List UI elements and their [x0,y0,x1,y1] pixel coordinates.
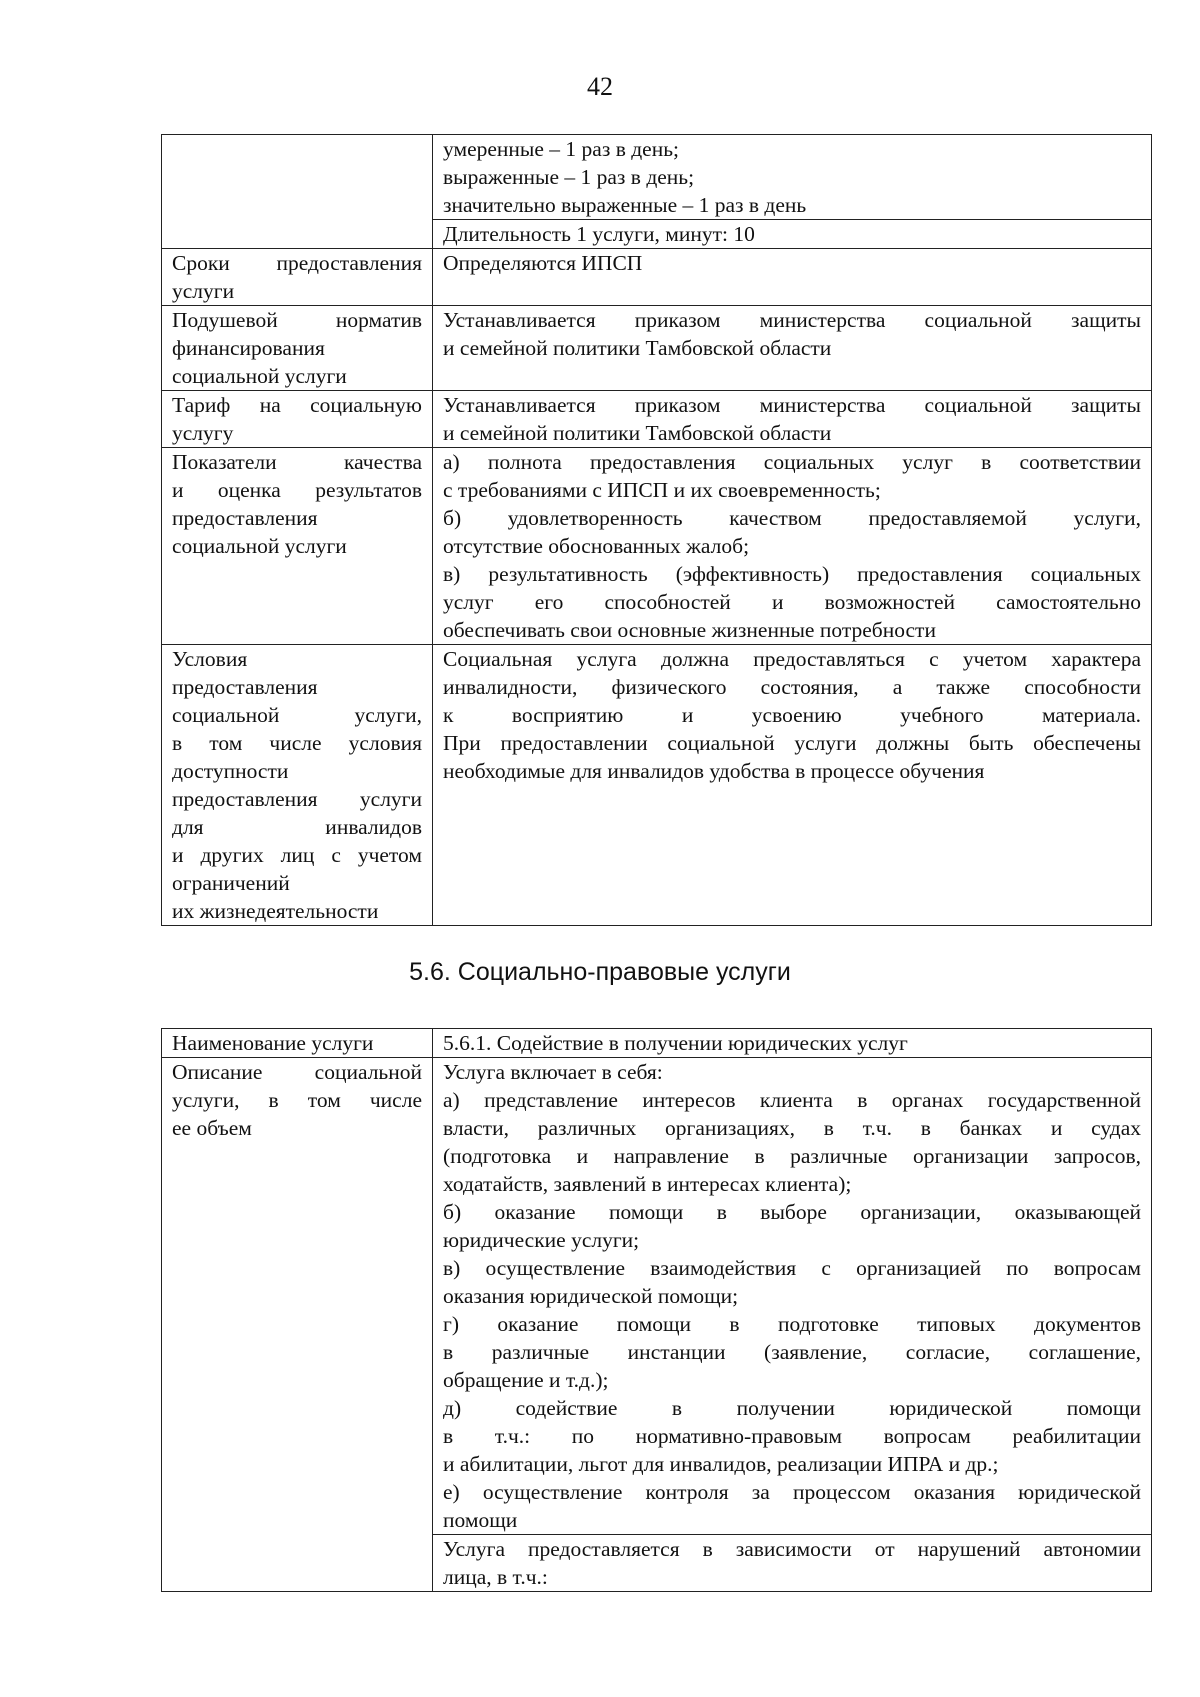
row-value-cell [433,645,1152,926]
service-name: 5.6.1. Содействие в получении юридических услуг [443,1031,908,1055]
value-line: б) оказание помощи в выборе организации, оказывающей [443,1200,1141,1224]
label-line: Тариф на социальную [172,393,422,417]
label-line: социальной услуги, [172,703,422,727]
label-line: ограничений [172,871,290,895]
value-line: ходатайств, заявлений в интересах клиента); [443,1172,852,1196]
label-line: Описание социальной [172,1060,422,1084]
label-line: доступности [172,759,289,783]
duration-text: Длительность 1 услуги, минут: 10 [443,222,755,246]
label-line: услуги, в том числе [172,1088,422,1112]
value-line: к восприятию и усвоению учебного материала. [443,703,1141,727]
label-line: Подушевой норматив [172,308,422,332]
duration-cell [433,220,1152,249]
label-line: предоставления [172,675,318,699]
value-line: оказания юридической помощи; [443,1284,739,1308]
value-line: Определяются ИПСП [443,251,643,275]
value-line: (подготовка и направление в различные организации запросов, [443,1144,1141,1168]
table-row [162,391,1152,448]
value-line: в) осуществление взаимодействия с организацией по вопросам [443,1256,1141,1280]
table-row [162,448,1152,645]
label-line: Сроки предоставления [172,251,422,275]
value-line: в) результативность (эффективность) предоставления социальных [443,562,1141,586]
label-line: ее объем [172,1116,252,1140]
value-line: д) содействие в получении юридической помощи [443,1396,1141,1420]
value-line: юридические услуги; [443,1228,640,1252]
table-row [162,645,1152,926]
value-line: а) представление интересов клиента в органах государственной [443,1088,1141,1112]
value-line: необходимые для инвалидов удобства в процессе обучения [443,759,985,783]
row-value-cell [433,249,1152,306]
label-line: услугу [172,421,234,445]
row-label-cell [162,306,433,391]
table-row [162,249,1152,306]
value-line: Услуга включает в себя: [443,1060,663,1084]
page-number: 42 [587,72,613,101]
label-line: и оценка результатов [172,478,422,502]
value-line: с требованиями с ИПСП и их своевременность; [443,478,881,502]
label-line: их жизнедеятельности [172,899,379,923]
value-line: и семейной политики Тамбовской области [443,336,832,360]
value-line: Социальная услуга должна предоставляться с учетом характера [443,647,1141,671]
value-line: Устанавливается приказом министерства социальной защиты [443,393,1141,417]
value-line: обращение и т.д.); [443,1368,609,1392]
row-value-cell [433,306,1152,391]
value-line: б) удовлетворенность качеством предоставляемой услуги, [443,506,1141,530]
row-label-cell [162,391,433,448]
value-line: обеспечивать свои основные жизненные потребности [443,618,936,642]
label-line: в том числе условия [172,731,422,755]
label-line: и других лиц с учетом [172,843,422,867]
value-line: При предоставлении социальной услуги должны быть обеспечены [443,731,1141,755]
section-heading: 5.6. Социально-правовые услуги [409,958,791,986]
value-line: а) полнота предоставления социальных услуг в соответствии [443,450,1141,474]
legal-services-table [161,1028,1152,1592]
label-line: социальной услуги [172,534,347,558]
label-line: услуги [172,279,235,303]
label-line: предоставления [172,506,318,530]
row-value-cell [433,391,1152,448]
label-line: финансирования [172,336,325,360]
value-line: и абилитации, льгот для инвалидов, реализации ИПРА и др.; [443,1452,999,1476]
label-line: предоставления услуги [172,787,422,811]
row-value-cell [433,1535,1152,1592]
value-line: инвалидности, физического состояния, а также способности [443,675,1141,699]
value-line: лица, в т.ч.: [443,1565,548,1589]
value-line: в т.ч.: по нормативно-правовым вопросам реабилитации [443,1424,1141,1448]
row-value-cell [433,1029,1152,1058]
row-label-cell [162,448,433,645]
row-label-cell [162,1058,433,1592]
label-line: для инвалидов [172,815,422,839]
frequency-line: выраженные – 1 раз в день; [443,165,695,189]
row-label-cell [162,249,433,306]
row-label-cell [162,1029,433,1058]
value-line: г) оказание помощи в подготовке типовых документов [443,1312,1141,1336]
table-row [162,306,1152,391]
value-line: Услуга предоставляется в зависимости от нарушений автономии [443,1537,1141,1561]
empty-label-cell [162,135,433,249]
value-line: власти, различных организациях, в т.ч. в банках и судах [443,1116,1141,1140]
table-row [162,135,1152,220]
frequency-line: умеренные – 1 раз в день; [443,137,679,161]
label-line: Наименование услуги [172,1031,374,1055]
row-value-cell [433,448,1152,645]
value-line: помощи [443,1508,518,1532]
frequency-cell [433,135,1152,220]
row-label-cell [162,645,433,926]
label-line: социальной услуги [172,364,347,388]
value-line: отсутствие обоснованных жалоб; [443,534,750,558]
value-line: е) осуществление контроля за процессом оказания юридической [443,1480,1141,1504]
table-header-row [162,1029,1152,1058]
value-line: и семейной политики Тамбовской области [443,421,832,445]
value-line: Устанавливается приказом министерства социальной защиты [443,308,1141,332]
frequency-line: значительно выраженные – 1 раз в день [443,193,807,217]
value-line: в различные инстанции (заявление, согласие, соглашение, [443,1340,1141,1364]
table-row [162,1058,1152,1535]
row-value-cell [433,1058,1152,1535]
label-line: Показатели качества [172,450,422,474]
label-line: Условия [172,647,248,671]
service-details-table-continued [161,134,1152,926]
value-line: услуг его способностей и возможностей самостоятельно [443,590,1141,614]
